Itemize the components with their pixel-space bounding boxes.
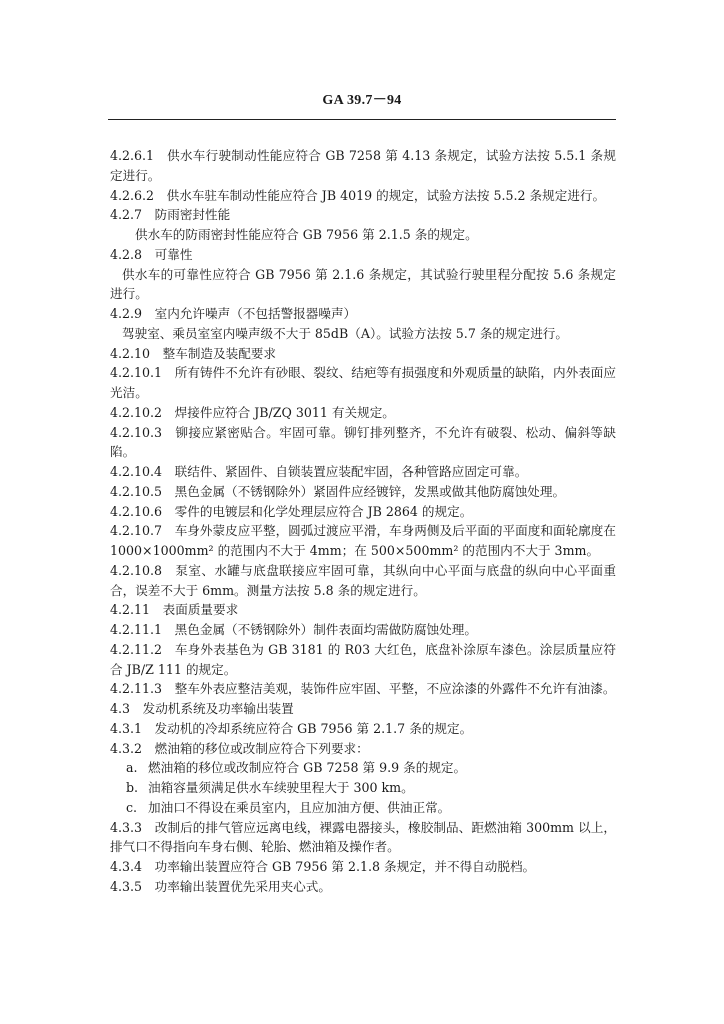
clause-4-2-7-text: 供水车的防雨密封性能应符合 GB 7956 第 2.1.5 条的规定。 [135,227,478,242]
clause-4-3-1: 4.3.1 发动机的冷却系统应符合 GB 7956 第 2.1.7 条的规定。 [110,720,473,736]
heading-4-2-11: 4.2.11 表面质量要求 [110,602,239,618]
list-item-text: 油箱容量须满足供水车续驶里程大于 300 km。 [148,780,414,795]
clause-4-2-8-text: 供水车的可靠性应符合 GB 7956 第 2.1.6 条规定，其试验行驶里程分配按 5.6 条规定进行。 [110,266,616,302]
heading-4-3: 4.3 发动机系统及功率输出装置 [110,701,294,716]
clause-4-2-10-6: 4.2.10.6 零件的电镀层和化学处理层应符合 JB 2864 的规定。 [110,503,473,519]
clause-4-2-9-text: 驾驶室、乘员室室内噪声级不大于 85dB（A）。试验方法按 5.7 条的规定进行。 [122,325,568,341]
heading-4-2-10: 4.2.10 整车制造及装配要求 [110,345,276,361]
document-body [110,146,616,897]
clause-4-2-11-2: 4.2.11.2 车身外表基色为 GB 3181 的 R03 大红色，底盘补涂原车漆色。涂层质量应符合 JB/Z 111 的规定。 [110,641,616,677]
header-rule [108,119,616,120]
clause-4-3-3: 4.3.3 改制后的排气管应远离电线，裸露电器接头，橡胶制品、距燃油箱 300mm 以上，排气口不得指向车身右侧、轮胎、燃油箱及操作者。 [110,819,616,855]
clause-4-2-10-8: 4.2.10.8 泵室、水罐与底盘联接应牢固可靠，其纵向中心平面与底盘的纵向中心平面重合，误差不大于 6mm。测量方法按 5.8 条的规定进行。 [110,562,616,598]
clause-4-2-6-2: 4.2.6.2 供水车驻车制动性能应符合 JB 4019 的规定，试验方法按 5.5.2 条规定进行。 [110,187,606,203]
clause-4-2-10-7: 4.2.10.7 车身外蒙皮应平整，圆弧过渡应平滑，车身两侧及后平面的平面度和面轮廓度在 1000×1000mm² 的范围内不大于 4mm；在 500×500mm² 的范围内不大于 3mm。 [110,523,616,558]
list-item-text: 加油口不得设在乘员室内，且应加油方便、供油正常。 [148,799,451,815]
heading-4-2-9: 4.2.9 室内允许噪声（不包括警报器噪声） [110,306,357,321]
heading-4-2-7: 4.2.7 防雨密封性能 [110,207,231,223]
clause-4-3-5: 4.3.5 功率输出装置优先采用夹心式。 [110,878,331,894]
document-code-header: GA 39.7－94 [322,93,402,108]
list-item [110,778,616,798]
list-item-label: b. [126,780,139,795]
list-item-label: a. [126,760,138,776]
heading-4-2-8: 4.2.8 可靠性 [110,246,193,262]
clause-4-3-2: 4.3.2 燃油箱的移位或改制应符合下列要求： [110,740,369,756]
list-item [110,758,616,778]
clause-4-2-6-1: 4.2.6.1 供水车行驶制动性能应符合 GB 7258 第 4.13 条规定，试验方法按 5.5.1 条规定进行。 [110,148,616,183]
clause-4-2-10-4: 4.2.10.4 联结件、紧固件、自锁装置应装配牢固，各种管路应固定可靠。 [110,464,528,479]
clause-4-2-10-5: 4.2.10.5 黑色金属（不锈钢除外）紧固件应经镀锌，发黑或做其他防腐蚀处理。 [110,483,566,499]
list-item-label: c. [126,799,138,815]
clause-4-2-11-1: 4.2.11.1 黑色金属（不锈钢除外）制件表面均需做防腐蚀处理。 [110,622,477,637]
clause-4-2-10-3: 4.2.10.3 铆接应紧密贴合。牢固可靠。铆钉排列整齐，不允许有破裂、松动、偏斜等缺陷。 [110,424,616,460]
clause-4-2-10-2: 4.2.10.2 焊接件应符合 JB/ZQ 3011 有关规定。 [110,404,395,420]
clause-4-2-10-1: 4.2.10.1 所有铸件不允许有砂眼、裂纹、结疤等有损强度和外观质量的缺陷，内外表面应光洁。 [110,365,616,400]
clause-4-3-4: 4.3.4 功率输出装置应符合 GB 7956 第 2.1.8 条规定，并不得自动脱档。 [110,859,536,874]
list-item-text: 燃油箱的移位或改制应符合 GB 7258 第 9.9 条的规定。 [148,760,467,776]
clause-4-2-11-3: 4.2.11.3 整车外表应整洁美观，装饰件应牢固、平整，不应涂漆的外露件不允许有油漆。 [110,681,616,697]
list-item [110,798,616,818]
